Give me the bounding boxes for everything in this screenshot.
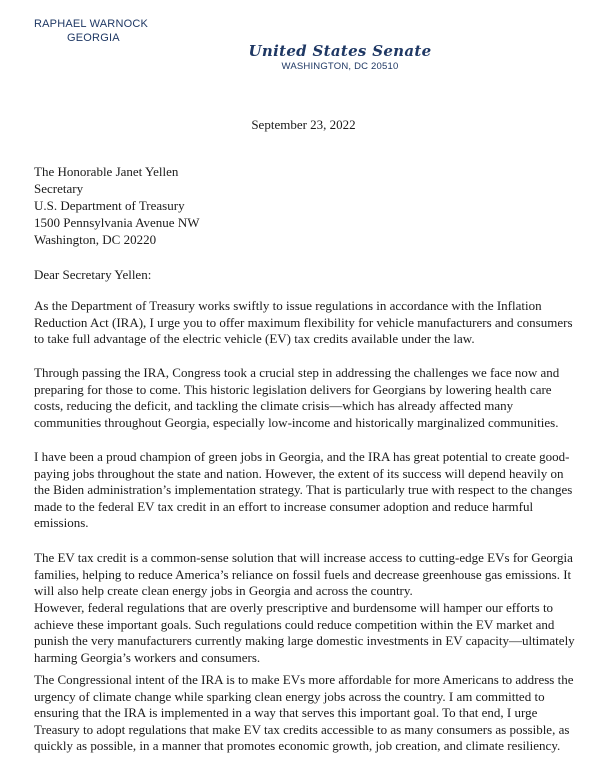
recipient-address [34, 163, 199, 248]
salutation: Dear Secretary Yellen: [34, 267, 152, 282]
institution-location: WASHINGTON, DC 20510 [281, 61, 399, 72]
body-paragraph: However, federal regulations that are overly prescriptive and burdensome will hamper our efforts to achieve these important goals. Such regulations could reduce competition within the EV market and punish the very manufacturers currently making large domestic investments in EV capacity—ultimately harming Georgia’s workers and consumers. [34, 600, 575, 665]
body-paragraph: The Congressional intent of the IRA is to make EVs more affordable for more Americans to address the urgency of climate change while sparking clean energy jobs across the country. I am committed to ensuring that the IRA is implemented in a way that serves this important goal. To that end, I urge Treasury to adopt regulations that make EV tax credits accessible to as many consumers as possible, as quickly as possible, in a manner that promotes economic growth, job creation, and climate resiliency. [34, 672, 574, 754]
recipient-line: 1500 Pennsylvania Avenue NW [34, 215, 200, 230]
senate-letterhead [220, 42, 460, 73]
recipient-line: U.S. Department of Treasury [34, 198, 185, 213]
sender-name: RAPHAEL WARNOCK [34, 18, 149, 30]
sender-block [34, 17, 148, 45]
institution-name: United States Senate [248, 42, 432, 60]
recipient-line: The Honorable Janet Yellen [34, 164, 179, 179]
body-paragraph: I have been a proud champion of green jobs in Georgia, and the IRA has great potential to create good-paying jobs throughout the state and nation. However, the extent of its success will depend heavily on the Biden administration’s implementation strategy. That is particularly true with respect to the changes made to the federal EV tax credit in an effort to increase consumer adoption and reduce harmful emissions. [34, 449, 573, 531]
body-paragraph: The EV tax credit is a common-sense solution that will increase access to cutting-edge EVs for Georgia families, helping to reduce America’s reliance on fossil fuels and decrease greenhouse gas emissions. It will also help create clean energy jobs in Georgia and across the country. [34, 550, 573, 599]
body-paragraph: As the Department of Treasury works swiftly to issue regulations in accordance with the Inflation Reduction Act (IRA), I urge you to offer maximum flexibility for vehicle manufacturers and consumers to take full advantage of the electric vehicle (EV) tax credits available under the law. [34, 298, 573, 347]
letter-date: September 23, 2022 [251, 117, 356, 132]
sender-state: GEORGIA [67, 32, 120, 44]
recipient-line: Washington, DC 20220 [34, 232, 157, 247]
recipient-line: Secretary [34, 181, 84, 196]
body-paragraph: Through passing the IRA, Congress took a crucial step in addressing the challenges we face now and preparing for those to come. This historic legislation delivers for Georgians by lowering health care costs, reducing the deficit, and tackling the climate crisis—which has already affected many communities throughout Georgia, especially low-income and historically marginalized communities. [34, 365, 560, 430]
